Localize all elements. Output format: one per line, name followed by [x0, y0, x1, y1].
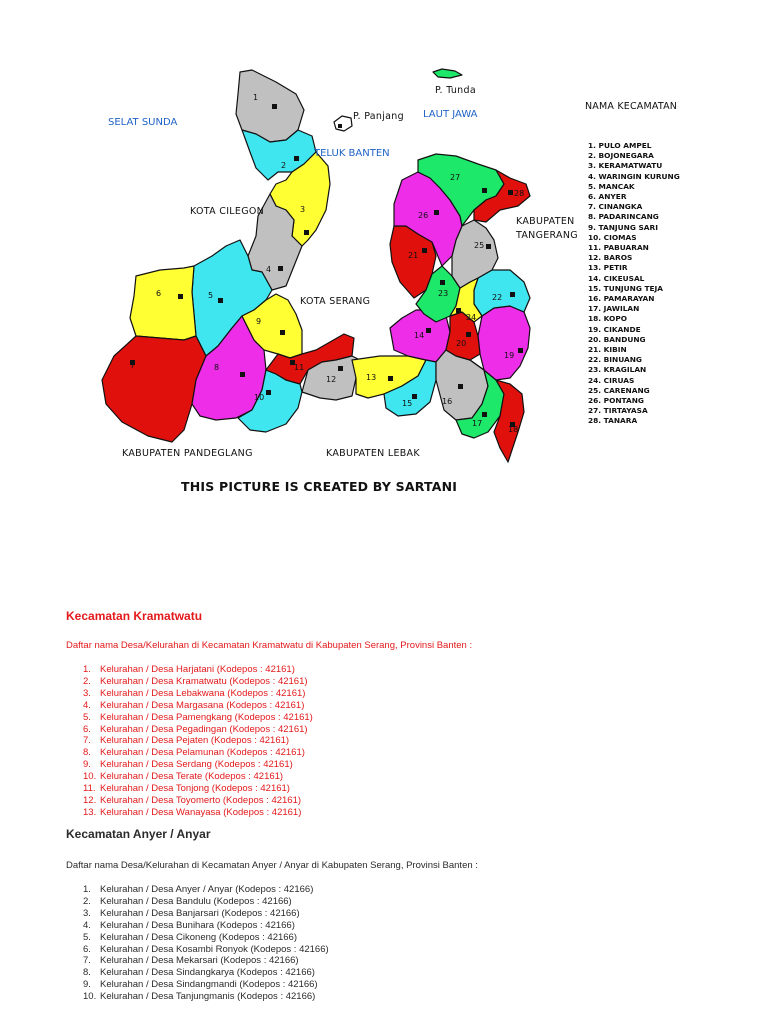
- region-19: [478, 306, 530, 380]
- list-item: 10. Kelurahan / Desa Tanjungmanis (Kodepos : 42166): [83, 991, 316, 1003]
- legend-item: 19. CIKANDE: [588, 324, 641, 334]
- region-number-10: 10: [254, 393, 265, 402]
- legend-item: 22. BINUANG: [588, 355, 642, 365]
- legend-item: 4. WARINGIN KURUNG: [588, 171, 680, 181]
- list-item: 7. Kelurahan / Desa Pejaten (Kodepos : 42161): [83, 735, 290, 747]
- region-number-24: 24: [466, 313, 477, 322]
- label-kabupaten-pandeglang: KABUPATEN PANDEGLANG: [122, 448, 253, 459]
- section-anyer: [66, 827, 211, 841]
- legend-item: 28. TANARA: [588, 416, 638, 426]
- legend-item: 17. JAWILAN: [588, 304, 640, 314]
- label-laut-jawa: LAUT JAWA: [423, 109, 478, 120]
- label-kabupaten-tangerang-line1: KABUPATEN: [516, 216, 575, 227]
- region-number-3: 3: [300, 205, 306, 214]
- list-item: 1. Kelurahan / Desa Anyer / Anyar (Kodepos : 42166): [83, 884, 314, 895]
- list-item: 3. Kelurahan / Desa Banjarsari (Kodepos : 42166): [83, 907, 300, 919]
- region-number-12: 12: [326, 375, 337, 384]
- legend-item: 27. TIRTAYASA: [588, 406, 648, 416]
- region-number-28: 28: [514, 189, 525, 198]
- legend-item: 24. CIRUAS: [588, 375, 635, 385]
- legend-item: 26. PONTANG: [588, 396, 644, 406]
- region-number-18: 18: [508, 425, 519, 434]
- section-kramatwatu-list-wrap: [83, 664, 313, 819]
- legend-item: 21. KIBIN: [588, 345, 627, 355]
- legend-item: 8. PADARINCANG: [588, 212, 659, 222]
- section-description: Daftar nama Desa/Kelurahan di Kecamatan Kramatwatu di Kabupaten Serang, Provinsi Banten :: [66, 640, 473, 651]
- legend-item: 2. BOJONEGARA: [588, 151, 654, 161]
- legend-item: 15. TUNJUNG TEJA: [588, 283, 664, 293]
- legend-item: 20. BANDUNG: [588, 334, 646, 344]
- region-number-15: 15: [402, 399, 413, 408]
- list-item: 3. Kelurahan / Desa Lebakwana (Kodepos : 42161): [83, 687, 306, 699]
- list-item: 4. Kelurahan / Desa Margasana (Kodepos : 42161): [83, 699, 305, 711]
- list-item: 1. Kelurahan / Desa Harjatani (Kodepos : 42161): [83, 664, 295, 675]
- region-number-13: 13: [366, 373, 377, 382]
- region-number-11: 11: [294, 363, 305, 372]
- region-number-2: 2: [281, 161, 287, 170]
- island-p-panjang: [334, 116, 352, 131]
- legend-item: 18. KOPO: [588, 314, 628, 324]
- list-item: 10. Kelurahan / Desa Terate (Kodepos : 42161): [83, 771, 284, 783]
- list-item: 9. Kelurahan / Desa Sindangmandi (Kodepos : 42166): [83, 979, 318, 991]
- region-number-20: 20: [456, 339, 467, 348]
- section-anyer-desc-wrap: [66, 860, 478, 871]
- legend-item: 1. PULO AMPEL: [588, 141, 652, 150]
- region-number-26: 26: [418, 211, 429, 220]
- region-number-17: 17: [472, 419, 483, 428]
- list-item: 5. Kelurahan / Desa Pamengkang (Kodepos : 42161): [83, 711, 313, 723]
- region-7: [102, 336, 206, 442]
- list-item: 13. Kelurahan / Desa Wanayasa (Kodepos : 42161): [83, 806, 302, 818]
- legend-item: 12. BAROS: [588, 253, 633, 263]
- legend-item: 16. PAMARAYAN: [588, 294, 655, 304]
- legend-item: 7. CINANGKA: [588, 202, 643, 212]
- legend-item: 6. ANYER: [588, 192, 627, 202]
- section-anyer-list-wrap: [83, 884, 329, 1003]
- region-number-19: 19: [504, 351, 515, 360]
- section-kramatwatu: [66, 609, 202, 623]
- legend-item: 5. MANCAK: [588, 181, 635, 191]
- region-6: [130, 266, 196, 340]
- section-title: Kecamatan Kramatwatu: [66, 609, 203, 623]
- region-number-1: 1: [253, 93, 259, 102]
- legend-item: 3. KERAMATWATU: [588, 161, 663, 171]
- legend-item: 13. PETIR: [588, 263, 628, 273]
- list-item: 8. Kelurahan / Desa Pelamunan (Kodepos : 42161): [83, 747, 305, 759]
- island-p-tunda: [433, 69, 462, 78]
- region-number-22: 22: [492, 293, 503, 302]
- section-title: Kecamatan Anyer / Anyar: [66, 827, 211, 841]
- list-item: 9. Kelurahan / Desa Serdang (Kodepos : 42161): [83, 759, 293, 771]
- legend-item: 25. CARENANG: [588, 385, 650, 395]
- legend-item: 10. CIOMAS: [588, 232, 637, 242]
- region-number-16: 16: [442, 397, 453, 406]
- list-item: 6. Kelurahan / Desa Kosambi Ronyok (Kodepos : 42166): [83, 943, 329, 955]
- label-kabupaten-lebak: KABUPATEN LEBAK: [326, 448, 420, 459]
- list-item: 7. Kelurahan / Desa Mekarsari (Kodepos : 42166): [83, 955, 299, 967]
- list-item: 2. Kelurahan / Desa Bandulu (Kodepos : 42166): [83, 895, 292, 907]
- region-number-9: 9: [256, 317, 262, 326]
- region-number-25: 25: [474, 241, 485, 250]
- legend-list: [588, 141, 680, 427]
- region-number-23: 23: [438, 289, 449, 298]
- list-item: 2. Kelurahan / Desa Kramatwatu (Kodepos : 42161): [83, 675, 308, 687]
- legend-item: 11. PABUARAN: [588, 243, 649, 253]
- legend-item: 9. TANJUNG SARI: [588, 222, 658, 232]
- label-selat-sunda: SELAT SUNDA: [108, 117, 178, 128]
- label-teluk-banten: TELUK BANTEN: [314, 148, 390, 159]
- region-number-27: 27: [450, 173, 461, 182]
- list-item: 6. Kelurahan / Desa Pegadingan (Kodepos : 42161): [83, 723, 308, 735]
- list-item: 4. Kelurahan / Desa Bunihara (Kodepos : 42166): [83, 919, 295, 931]
- label-p-tunda: P. Tunda: [435, 85, 476, 96]
- label-p-panjang: P. Panjang: [353, 111, 404, 122]
- list-item: 12. Kelurahan / Desa Toyomerto (Kodepos : 42161): [83, 794, 302, 806]
- legend-item: 14. CIKEUSAL: [588, 273, 645, 283]
- region-number-4: 4: [266, 265, 272, 274]
- list-item: 8. Kelurahan / Desa Sindangkarya (Kodepos : 42166): [83, 967, 315, 979]
- region-number-7: 7: [130, 361, 136, 370]
- list-item: 11. Kelurahan / Desa Tonjong (Kodepos : 42161): [83, 783, 290, 795]
- label-kota-cilegon: KOTA CILEGON: [190, 206, 265, 217]
- village-list: [83, 884, 329, 1003]
- section-kramatwatu-desc-wrap: [66, 640, 472, 651]
- section-description: Daftar nama Desa/Kelurahan di Kecamatan Anyer / Anyar di Kabupaten Serang, Provinsi Banten :: [66, 860, 478, 871]
- region-number-6: 6: [156, 289, 162, 298]
- legend-title: NAMA KECAMATAN: [585, 101, 678, 112]
- legend-item: 23. KRAGILAN: [588, 365, 647, 375]
- list-item: 5. Kelurahan / Desa Cikoneng (Kodepos : 42166): [83, 931, 297, 943]
- label-kabupaten-tangerang-line2: TANGERANG: [516, 230, 578, 241]
- region-number-5: 5: [208, 291, 214, 300]
- village-list: [83, 664, 313, 819]
- label-kota-serang: KOTA SERANG: [300, 296, 371, 307]
- region-number-14: 14: [414, 331, 425, 340]
- region-number-21: 21: [408, 251, 419, 260]
- region-number-8: 8: [214, 363, 220, 372]
- map-credit: THIS PICTURE IS CREATED BY SARTANI: [181, 479, 458, 494]
